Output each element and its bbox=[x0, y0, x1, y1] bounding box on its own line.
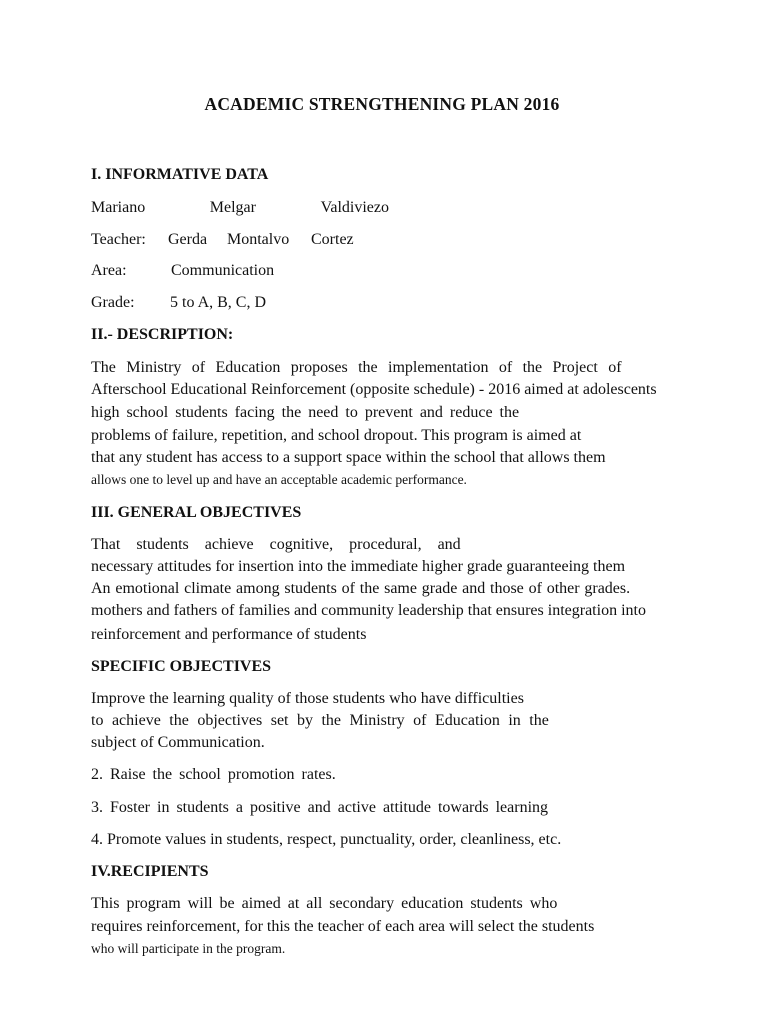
paragraph-line: Improve the learning quality of those students who have difficulties bbox=[91, 690, 524, 707]
paragraph-line: high school students facing the need to prevent and reduce the bbox=[91, 404, 520, 421]
section-heading-informative-data: I. INFORMATIVE DATA bbox=[91, 166, 269, 183]
school-name-word: Mariano bbox=[91, 199, 146, 216]
paragraph-line: reinforcement and performance of students bbox=[91, 626, 367, 643]
list-item: 2. Raise the school promotion rates. bbox=[91, 766, 336, 783]
area-value: Communication bbox=[171, 262, 275, 279]
paragraph-line: The Ministry of Education proposes the implementation of the Project of bbox=[91, 359, 622, 376]
list-item: 4. Promote values in students, respect, punctuality, order, cleanliness, etc. bbox=[91, 831, 562, 848]
area-line bbox=[91, 261, 274, 281]
teacher-name-word: Gerda bbox=[168, 231, 208, 248]
paragraph-line: requires reinforcement, for this the teacher of each area will select the students bbox=[91, 918, 595, 935]
document-title: ACADEMIC STRENGTHENING PLAN 2016 bbox=[204, 94, 560, 114]
teacher-label: Teacher: bbox=[91, 231, 146, 248]
paragraph-line: Afterschool Educational Reinforcement (opposite schedule) - 2016 aimed at adolescents bbox=[91, 381, 657, 398]
section-heading-recipients: IV.RECIPIENTS bbox=[91, 863, 209, 880]
paragraph-line: This program will be aimed at all secondary education students who bbox=[91, 895, 558, 912]
paragraph-line: that any student has access to a support space within the school that allows them bbox=[91, 449, 606, 466]
area-label: Area: bbox=[91, 262, 127, 279]
grade-label: Grade: bbox=[91, 294, 135, 311]
paragraph-line: necessary attitudes for insertion into the immediate higher grade guaranteeing them bbox=[91, 558, 626, 575]
paragraph-line: That students achieve cognitive, procedural, and bbox=[91, 536, 461, 553]
paragraph-line: An emotional climate among students of the same grade and those of other grades. bbox=[91, 580, 631, 597]
school-name-word: Melgar bbox=[209, 199, 256, 216]
school-name bbox=[91, 198, 389, 218]
section-heading-description: II.- DESCRIPTION: bbox=[91, 326, 234, 343]
grade-line bbox=[91, 293, 266, 313]
teacher-name-word: Montalvo bbox=[227, 231, 290, 248]
list-item: 3. Foster in students a positive and active attitude towards learning bbox=[91, 799, 549, 816]
teacher-name-word: Cortez bbox=[311, 231, 354, 248]
school-name-word: Valdiviezo bbox=[320, 199, 389, 216]
paragraph-line: who will participate in the program. bbox=[91, 941, 286, 956]
paragraph-line: mothers and fathers of families and community leadership that ensures integration into bbox=[91, 602, 646, 619]
paragraph-line: to achieve the objectives set by the Ministry of Education in the bbox=[91, 712, 549, 729]
section-heading-specific-objectives: SPECIFIC OBJECTIVES bbox=[91, 658, 272, 675]
grade-value: 5 to A, B, C, D bbox=[170, 294, 267, 311]
paragraph-line: problems of failure, repetition, and school dropout. This program is aimed at bbox=[91, 427, 582, 444]
paragraph-line: allows one to level up and have an acceptable academic performance. bbox=[91, 472, 467, 487]
teacher-line bbox=[91, 230, 354, 250]
section-heading-general-objectives: III. GENERAL OBJECTIVES bbox=[91, 504, 302, 521]
paragraph-line: subject of Communication. bbox=[91, 734, 265, 751]
